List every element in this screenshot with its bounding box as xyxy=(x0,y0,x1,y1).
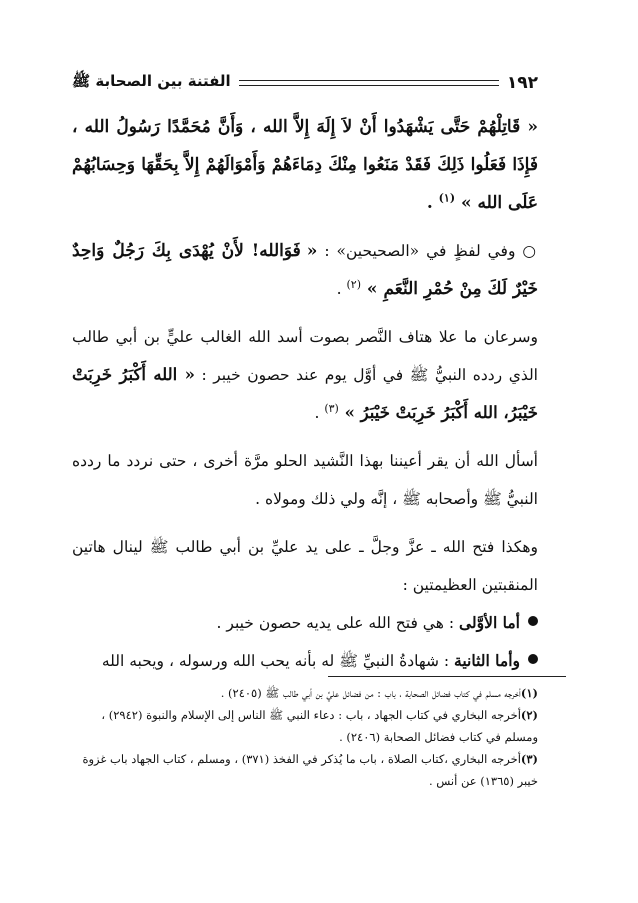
footnote-number: (١) xyxy=(520,686,538,700)
conquest-paragraph: وهكذا فتح الله ـ عزَّ وجلَّ ـ على يد عليِّ بن أبي طالب ﷺ لينال هاتين المنقبتين العظيمتين : xyxy=(72,538,538,594)
header-double-rule xyxy=(239,80,499,86)
footnote-1 xyxy=(72,682,538,704)
bullet-1-text: : هي فتح الله على يديه حصون خيبر . xyxy=(216,614,459,632)
hadith-quote: « قَاتِلْهُمْ حَتَّى يَشْهَدُوا أَنْ لاَ إِلَهَ إِلاَّ الله ، وَأَنَّ مُحَمَّدًا رَسُولُ الله ، فَإِذَا فَعَلُوا ذَلِكَ فَقَدْ مَنَعُوا مِنْكَ دِمَاءَهُمْ وَأَمْوَالَهُمْ إِلاَّ بِحَقِّهَا وَحِسَابُهُمْ عَلَى الله » xyxy=(72,117,538,213)
bullet-1-label: أما الأوَّلى xyxy=(458,613,520,632)
footnote-ref-1[interactable]: (١) xyxy=(438,191,456,205)
bullet-2-text: : شهادةُ النبيِّ ﷺ له بأنه يحب الله ورسوله ، ويحبه الله xyxy=(101,652,455,670)
footnote-text: أخرجه البخاري ،كتاب الصلاة ، باب ما يُذكر في الفخذ (٣٧١) ، ومسلم ، كتاب الجهاد باب غزوة خيبر (١٣٦٥) عن أنس . xyxy=(82,752,538,788)
bullet-item-second xyxy=(72,642,538,680)
footnote-text: أخرجه مسلم في كتاب فضائل الصحابة ، باب : من فضائل عليِّ بن أبي طالب ﷺ (٢٤٠٥) . xyxy=(220,686,521,700)
sahihain-quote: « فَوَالله! لأَنْ يُهْدَى بِكَ رَجُلٌ وَاحِدٌ خَيْرٌ لَكَ مِنْ حُمْرِ النَّعَمِ » xyxy=(72,241,538,299)
ali-intro: وسرعان ما علا هتاف النَّصر بصوت أسد الله الغالب عليٍّ بن أبي طالب الذي ردده النبيُّ ﷺ في أوَّل يوم عند حصون خيبر : xyxy=(72,328,538,384)
bullet-dot-icon xyxy=(528,616,538,626)
footnote-2 xyxy=(72,704,538,748)
bullet-dot-icon xyxy=(528,654,538,664)
ali-end: . xyxy=(314,404,325,422)
bullet-item-first xyxy=(72,604,538,642)
footnote-ref-2[interactable]: (٢) xyxy=(346,277,362,291)
footnote-number: (٢) xyxy=(520,708,538,722)
footnote-text: أخرجه البخاري في كتاب الجهاد ، باب : دعاء النبي ﷺ الناس إلى الإسلام والنبوة (٢٩٤٢) ، ومسلم في كتاب فضائل الصحابة (٢٤٠٦) . xyxy=(101,708,538,744)
page-body xyxy=(72,108,538,670)
footnotes xyxy=(72,682,538,812)
page-header xyxy=(72,70,538,96)
hadith-paragraph xyxy=(72,108,538,222)
sahihain-end: . xyxy=(336,280,347,298)
footnote-ref-3[interactable]: (٣) xyxy=(324,401,339,415)
sahihain-paragraph xyxy=(72,232,538,308)
footnote-number: (٣) xyxy=(520,752,538,766)
ali-quote: « الله أَكْبَرُ خَرِبَتْ خَيْبَرُ، الله أَكْبَرُ خَرِبَتْ خَيْبَرُ » xyxy=(72,365,538,422)
bullet-2-label: وأما الثانية xyxy=(454,651,520,670)
running-title: الفتنة بين الصحابة ﷺ xyxy=(72,72,231,90)
footnote-separator xyxy=(328,676,566,677)
footnote-3 xyxy=(72,748,538,792)
ali-paragraph xyxy=(72,318,538,432)
page-number: ١٩٢ xyxy=(506,73,538,93)
prayer-paragraph: أسأل الله أن يقر أعيننا بهذا النَّشيد الحلو مرَّة أخرى ، حتى نردد ما ردده النبيُّ ﷺ وأصحابه ﷺ ، إنَّه ولي ذلك ومولاه . xyxy=(72,452,538,508)
hadith-end: . xyxy=(426,193,439,213)
sahihain-intro: ○ وفي لفظٍ في «الصحيحين» : xyxy=(317,242,538,260)
